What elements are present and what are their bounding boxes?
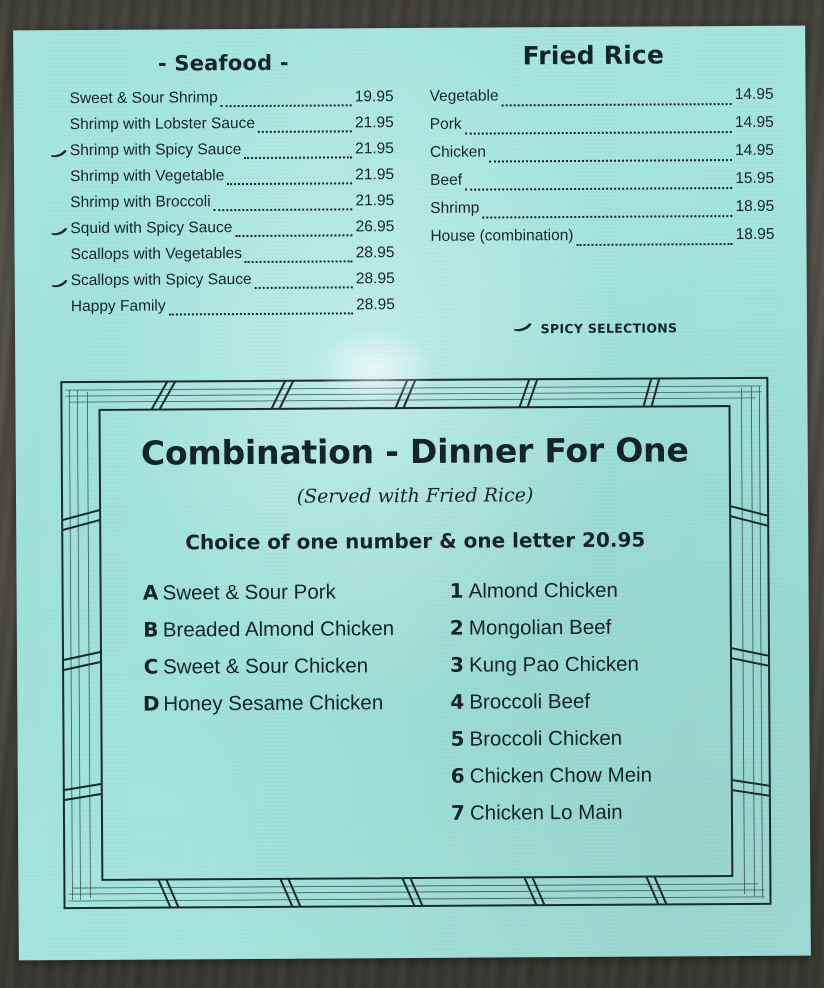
option-label: Chicken Lo Main — [469, 800, 623, 825]
fried-rice-item-list — [413, 81, 774, 251]
combination-lists — [102, 571, 730, 834]
item-name: Scallops with Vegetables — [70, 245, 243, 264]
list-item — [139, 684, 423, 723]
leader-dots — [576, 242, 732, 246]
list-item — [446, 793, 730, 832]
menu-item — [54, 110, 394, 138]
menu-item — [55, 292, 395, 320]
item-name: Shrimp with Lobster Sauce — [69, 114, 256, 134]
item-name: Vegetable — [429, 87, 499, 105]
leader-dots — [169, 311, 353, 315]
item-price: 14.95 — [734, 113, 774, 132]
item-price: 28.95 — [356, 296, 395, 314]
list-item — [446, 756, 730, 795]
item-name: House (combination) — [430, 227, 574, 245]
leader-dots — [214, 207, 353, 211]
seafood-section — [53, 38, 395, 320]
leader-dots — [227, 181, 352, 185]
item-price: 18.95 — [735, 225, 775, 244]
item-name: Sweet & Sour Shrimp — [69, 89, 218, 108]
fried-rice-section — [413, 36, 774, 251]
list-item — [139, 647, 423, 686]
item-name: Shrimp with Vegetable — [70, 167, 225, 186]
item-price: 21.95 — [355, 140, 394, 158]
menu-item — [414, 109, 774, 139]
item-price: 14.95 — [735, 141, 774, 160]
option-label: Chicken Chow Mein — [469, 763, 653, 788]
list-item — [445, 608, 729, 647]
option-key: 6 — [450, 763, 465, 788]
combination-subtitle: (Served with Fried Rice) — [296, 484, 534, 508]
list-item — [445, 645, 729, 684]
menu-item — [414, 193, 774, 223]
combination-choice-line: Choice of one number & one letter 20.95 — [185, 527, 646, 555]
item-price: 28.95 — [355, 244, 395, 262]
menu-item — [413, 81, 773, 111]
option-label: Broccoli Chicken — [469, 726, 623, 751]
seafood-item-list — [54, 84, 395, 320]
leader-dots — [255, 285, 353, 289]
item-price: 18.95 — [735, 197, 775, 216]
spicy-legend-label: SPICY SELECTIONS — [540, 319, 678, 336]
option-key: 2 — [449, 615, 464, 640]
combination-title: Combination - Dinner For One — [140, 430, 689, 473]
menu-item — [54, 214, 394, 242]
item-price: 26.95 — [355, 218, 395, 236]
menu-item — [414, 221, 774, 251]
option-label: Honey Sesame Chicken — [163, 691, 384, 716]
option-label: Sweet & Sour Pork — [162, 580, 336, 605]
menu-item — [55, 266, 395, 294]
item-name: Beef — [430, 171, 463, 189]
combination-content — [101, 408, 730, 878]
spicy-legend — [415, 318, 775, 338]
option-key: 3 — [450, 652, 465, 677]
option-key: 1 — [449, 578, 464, 603]
item-name: Scallops with Spicy Sauce — [70, 270, 252, 290]
option-label: Mongolian Beef — [468, 615, 612, 640]
item-name: Shrimp with Broccoli — [70, 193, 211, 212]
list-item — [445, 682, 729, 721]
option-label: Broccoli Beef — [469, 689, 591, 714]
menu-item — [54, 84, 394, 112]
item-name: Happy Family — [70, 297, 166, 316]
option-key: A — [142, 580, 159, 605]
list-item — [139, 610, 423, 649]
letter-options-list — [138, 573, 424, 834]
menu-sheet — [13, 26, 811, 961]
leader-dots — [258, 129, 352, 133]
chili-pepper-icon — [513, 319, 533, 337]
list-item — [444, 571, 728, 610]
option-label: Almond Chicken — [468, 578, 618, 603]
item-name: Squid with Spicy Sauce — [70, 219, 233, 238]
leader-dots — [489, 158, 732, 162]
option-key: 4 — [450, 689, 465, 714]
item-name: Shrimp with Spicy Sauce — [69, 141, 242, 160]
combination-panel — [55, 356, 776, 930]
list-item — [445, 719, 729, 758]
fried-rice-heading: Fried Rice — [522, 40, 665, 71]
option-label: Kung Pao Chicken — [468, 652, 639, 677]
leader-dots — [245, 259, 353, 263]
option-label: Breaded Almond Chicken — [162, 617, 395, 642]
item-price: 19.95 — [354, 88, 394, 106]
item-price: 21.95 — [354, 114, 394, 132]
list-item — [138, 573, 422, 612]
option-key: D — [142, 691, 160, 716]
chili-pepper-icon — [51, 279, 69, 288]
menu-item — [54, 136, 394, 164]
leader-dots — [235, 233, 352, 237]
option-key: 7 — [450, 800, 465, 825]
chili-pepper-icon — [50, 149, 68, 158]
item-name: Shrimp — [430, 199, 480, 217]
chili-pepper-icon — [50, 227, 68, 236]
option-key: C — [143, 654, 159, 679]
menu-item — [414, 137, 774, 167]
menu-item — [54, 240, 394, 268]
number-options-list — [444, 571, 730, 832]
option-key: B — [143, 617, 159, 642]
leader-dots — [482, 214, 732, 219]
leader-dots — [465, 130, 732, 135]
menu-item — [414, 165, 774, 195]
item-price: 15.95 — [735, 169, 775, 188]
top-sections — [13, 36, 807, 351]
menu-item — [54, 162, 394, 190]
option-label: Sweet & Sour Chicken — [162, 654, 369, 679]
seafood-heading: - Seafood - — [157, 50, 289, 76]
leader-dots — [244, 155, 352, 159]
item-price: 28.95 — [355, 270, 395, 288]
item-price: 21.95 — [355, 192, 395, 210]
item-price: 21.95 — [355, 166, 395, 184]
item-price: 14.95 — [734, 85, 774, 104]
item-name: Pork — [429, 115, 462, 133]
leader-dots — [465, 186, 732, 191]
leader-dots — [502, 102, 732, 106]
leader-dots — [221, 103, 352, 107]
item-name: Chicken — [429, 143, 486, 161]
option-key: 5 — [450, 726, 465, 751]
menu-item — [54, 188, 394, 216]
